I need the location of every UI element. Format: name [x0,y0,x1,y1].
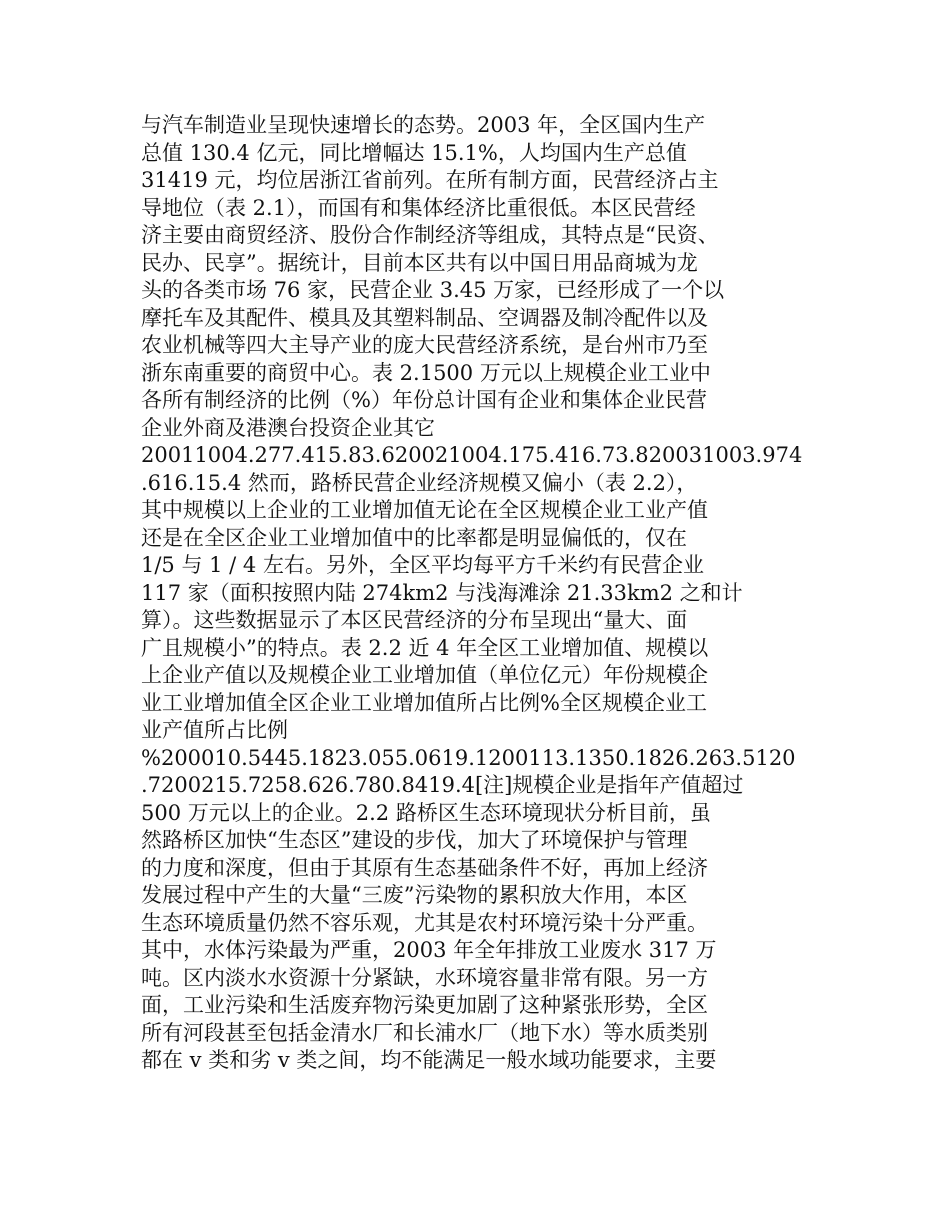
text-line: .616.15.4 然而，路桥民营企业经济规模又偏小（表 2.2）， [141,470,698,495]
text-line: 发展过程中产生的大量“三废”污染物的累积放大作用，本区 [141,883,688,907]
text-line: 生态环境质量仍然不容乐观，尤其是农村环境污染十分严重。 [141,910,708,935]
text-line: 20011004.277.415.83.620021004.175.416.73.820031003.974 [141,443,803,467]
text-line: 导地位（表 2.1），而国有和集体经济比重很低。本区民营经 [141,195,696,220]
text-line: %200010.5445.1823.055.0619.1200113.1350.1826.263.5120 [141,745,796,770]
text-line: 的力度和深度，但由于其原有生态基础条件不好，再加上经济 [141,855,708,880]
text-line: 500 万元以上的企业。2.2 路桥区生态环境现状分析目前，虽 [141,800,711,825]
text-line: 所有河段甚至包括金清水厂和长浦水厂（地下水）等水质类别 [141,1020,708,1045]
text-line: 农业机械等四大主导产业的庞大民营经济系统，是台州市乃至 [141,333,708,357]
text-line: 1/5 与 1 / 4 左右。另外，全区平均每平方千米约有民营企业 [141,553,704,577]
text-line: 济主要由商贸经济、股份合作制经济等组成，其特点是“民资、 [141,223,719,247]
text-line: 然路桥区加快“生态区”建设的步伐，加大了环境保护与管理 [141,828,688,852]
text-line: 业工业增加值全区企业工业增加值所占比例%全区规模企业工 [141,690,707,715]
text-line: .7200215.7258.626.780.8419.4[注]规模企业是指年产值超过 [141,773,744,797]
text-line: 业产值所占比例 [141,718,288,742]
text-line: 还是在全区企业工业增加值中的比率都是明显偏低的，仅在 [141,525,687,550]
body-text [141,112,821,1075]
text-line: 面，工业污染和生活废弃物污染更加剧了这种紧张形势，全区 [141,993,708,1017]
text-line: 31419 元，均位居浙江省前列。在所有制方面，民营经济占主 [141,168,719,192]
text-line: 头的各类市场 76 家，民营企业 3.45 万家，已经形成了一个以 [141,278,725,302]
text-line: 117 家（面积按照内陆 274km2 与浅海滩涂 21.33km2 之和计 [141,580,743,605]
text-line: 摩托车及其配件、模具及其塑料制品、空调器及制冷配件以及 [141,305,708,330]
text-line: 与汽车制造业呈现快速增长的态势。2003 年，全区国内生产 [141,113,706,137]
text-line: 吨。区内淡水水资源十分紧缺，水环境容量非常有限。另一方 [141,965,708,990]
text-line: 都在 v 类和劣 v 类之间，均不能满足一般水域功能要求，主要 [141,1048,717,1072]
text-line: 算）。这些数据显示了本区民营经济的分布呈现出“量大、面 [141,608,688,632]
text-line: 企业外商及港澳台投资企业其它 [141,415,435,440]
text-line: 广且规模小”的特点。表 2.2 近 4 年全区工业增加值、规模以 [141,635,709,660]
text-line: 其中规模以上企业的工业增加值无论在全区规模企业工业产值 [141,498,708,522]
text-line: 浙东南重要的商贸中心。表 2.1500 万元以上规模企业工业中 [141,360,711,385]
text-line: 其中，水体污染最为严重，2003 年全年排放工业废水 317 万 [141,938,717,962]
text-line: 各所有制经济的比例（%）年份总计国有企业和集体企业民营 [141,388,707,412]
text-line: 总值 130.4 亿元，同比增幅达 15.1%，人均国内生产总值 [141,140,687,165]
text-line: 民办、民享”。据统计，目前本区共有以中国日用品商城为龙 [141,250,698,275]
text-line: 上企业产值以及规模企业工业增加值（单位亿元）年份规模企 [141,663,708,687]
